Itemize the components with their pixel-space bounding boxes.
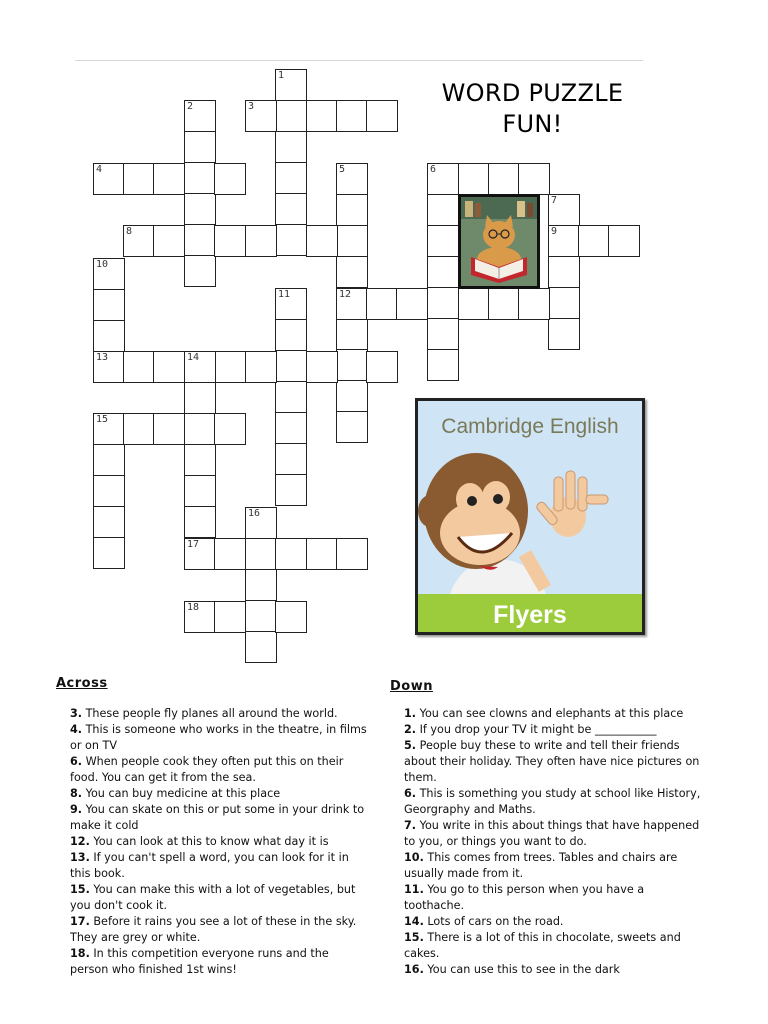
clue-text: You can look at this to know what day it is (89, 835, 329, 848)
title-line-1: WORD PUZZLE (441, 79, 624, 107)
grid-cell (275, 193, 307, 225)
clue-text: If you drop your TV it might be ___________ (416, 723, 657, 736)
flyers-level-text: Flyers (493, 601, 567, 629)
grid-cell (275, 601, 307, 633)
clue-number: 13. (70, 851, 90, 864)
down-clue (404, 738, 706, 786)
clue-number: 18 (187, 602, 200, 613)
grid-cell (245, 538, 277, 570)
clue-text: You can see clowns and elephants at this place (416, 707, 684, 720)
down-clue (404, 786, 706, 818)
clue-number: 7. (404, 819, 417, 832)
grid-cell (427, 318, 459, 350)
clue-text: You can make this with a lot of vegetables, but you don't cook it. (70, 883, 356, 912)
cambridge-flyers-logo (415, 398, 645, 635)
grid-cell (153, 163, 185, 195)
clue-number: 1 (278, 70, 285, 81)
puzzle-title (420, 78, 645, 140)
clue-text: People buy these to write and tell their friends about their holiday. They often have nice pictures on them. (404, 739, 700, 784)
clue-text: You can use this to see in the dark (423, 963, 620, 976)
clue-number: 6. (404, 787, 417, 800)
across-clue (70, 850, 370, 882)
grid-cell (275, 412, 307, 444)
clue-number: 1. (404, 707, 417, 720)
clue-number: 2. (404, 723, 417, 736)
down-clue (404, 930, 706, 962)
grid-cell-1 (275, 69, 307, 101)
clue-number: 10 (96, 259, 109, 270)
across-clue (70, 706, 370, 722)
grid-cell (275, 131, 307, 163)
across-clue (70, 786, 370, 802)
grid-cell (306, 538, 338, 570)
clue-text: When people cook they often put this on their food. You can get it from the sea. (70, 755, 344, 784)
clue-text: This comes from trees. Tables and chairs are usually made from it. (404, 851, 678, 880)
grid-cell (275, 381, 307, 413)
grid-cell-9 (548, 225, 580, 257)
clue-text: Before it rains you see a lot of these in the sky. They are grey or white. (70, 915, 357, 944)
grid-cell (245, 600, 277, 632)
grid-cell-15 (93, 413, 125, 445)
grid-cell (306, 351, 338, 383)
clue-number: 12. (70, 835, 90, 848)
grid-cell (275, 350, 307, 382)
grid-cell (275, 538, 307, 570)
grid-cell (93, 444, 125, 476)
across-clue (70, 802, 370, 834)
grid-cell (336, 256, 368, 288)
down-clue (404, 962, 706, 978)
grid-cell (548, 256, 580, 288)
grid-cell (184, 193, 216, 225)
grid-cell (366, 351, 398, 383)
clue-text: You go to this person when you have a toothache. (404, 883, 645, 912)
grid-cell (518, 163, 550, 195)
clue-number: 8 (126, 226, 133, 237)
grid-cell (123, 163, 155, 195)
clue-number: 3. (70, 707, 83, 720)
grid-cell (578, 225, 610, 257)
grid-cell (184, 444, 216, 476)
grid-cell (518, 288, 550, 320)
grid-cell (245, 225, 277, 257)
grid-cell (184, 382, 216, 414)
across-clue (70, 946, 370, 978)
grid-cell (184, 475, 216, 507)
clue-number: 11. (404, 883, 424, 896)
grid-cell (275, 224, 307, 256)
grid-cell (336, 100, 368, 132)
clue-number: 5. (404, 739, 417, 752)
grid-cell (336, 380, 368, 412)
clue-number: 13 (96, 352, 109, 363)
grid-cell (275, 162, 307, 194)
clue-number: 15 (96, 414, 109, 425)
clue-number: 6 (430, 164, 437, 175)
grid-cell-16 (245, 507, 277, 539)
grid-cell (214, 351, 246, 383)
grid-cell-3 (245, 100, 277, 132)
grid-cell (306, 225, 338, 257)
clue-number: 15. (404, 931, 424, 944)
down-clue (404, 706, 706, 722)
clue-number: 7 (551, 195, 558, 206)
clue-text: You can skate on this or put some in your drink to make it cold (70, 803, 365, 832)
clue-number: 17 (187, 539, 200, 550)
grid-cell-8 (123, 225, 155, 257)
clue-text: Lots of cars on the road. (423, 915, 564, 928)
clue-number: 16. (404, 963, 424, 976)
down-clue-list (404, 706, 706, 978)
grid-cell (184, 131, 216, 163)
clue-number: 8. (70, 787, 83, 800)
down-clue (404, 722, 706, 738)
grid-cell (427, 194, 459, 226)
clue-number: 14 (187, 352, 200, 363)
clue-text: These people fly planes all around the world. (82, 707, 338, 720)
across-clue (70, 834, 370, 850)
grid-cell (184, 255, 216, 287)
grid-cell (366, 100, 398, 132)
clue-number: 16 (248, 508, 261, 519)
clue-number: 4 (96, 164, 103, 175)
grid-cell (153, 413, 185, 445)
grid-cell-11 (275, 288, 307, 320)
grid-cell (93, 506, 125, 538)
grid-cell (488, 163, 520, 195)
grid-cell (336, 411, 368, 443)
grid-cell-17 (184, 538, 216, 570)
clue-number: 5 (339, 164, 346, 175)
grid-cell (427, 256, 459, 288)
grid-cell (214, 225, 246, 257)
down-clue (404, 850, 706, 882)
grid-cell-4 (93, 163, 125, 195)
grid-cell-14 (184, 351, 216, 383)
grid-cell (396, 288, 428, 320)
down-heading: Down (390, 679, 433, 694)
grid-cell (336, 318, 368, 350)
across-clue-list (70, 706, 370, 978)
down-clue (404, 914, 706, 930)
grid-cell (153, 351, 185, 383)
grid-cell (336, 225, 368, 257)
monkey-mascot-picture (418, 441, 642, 601)
grid-cell (427, 225, 459, 257)
down-clue (404, 818, 706, 850)
clue-text: This is someone who works in the theatre, in films or on TV (70, 723, 367, 752)
clue-number: 10. (404, 851, 424, 864)
clue-number: 12 (339, 289, 352, 300)
grid-cell (608, 225, 640, 257)
clue-number: 14. (404, 915, 424, 928)
across-clue (70, 754, 370, 786)
clue-number: 11 (278, 289, 291, 300)
grid-cell (548, 318, 580, 350)
grid-cell (336, 538, 368, 570)
grid-cell (214, 601, 246, 633)
grid-cell (214, 163, 246, 195)
clue-number: 3 (248, 101, 255, 112)
clue-number: 6. (70, 755, 83, 768)
grid-cell-18 (184, 601, 216, 633)
top-rule (75, 60, 643, 61)
grid-cell (214, 538, 246, 570)
title-line-2: FUN! (502, 110, 563, 138)
grid-cell (275, 474, 307, 506)
grid-cell (458, 288, 490, 320)
grid-cell (306, 100, 338, 132)
grid-cell (184, 162, 216, 194)
grid-cell (548, 287, 580, 319)
clue-text: There is a lot of this in chocolate, sweets and cakes. (404, 931, 681, 960)
across-clue (70, 722, 370, 754)
clue-text: If you can't spell a word, you can look for it in this book. (70, 851, 349, 880)
grid-cell (245, 631, 277, 663)
grid-cell (336, 194, 368, 226)
grid-cell (336, 349, 368, 381)
clue-text: You write in this about things that have happened to you, or things you want to do. (404, 819, 700, 848)
clue-number: 2 (187, 101, 194, 112)
grid-cell (458, 163, 490, 195)
cambridge-brand-text: Cambridge English (441, 415, 619, 438)
grid-cell (93, 475, 125, 507)
grid-cell (275, 319, 307, 351)
grid-cell-5 (336, 163, 368, 195)
grid-cell (184, 506, 216, 538)
grid-cell (123, 351, 155, 383)
grid-cell (427, 287, 459, 319)
grid-cell-7 (548, 194, 580, 226)
clue-number: 9. (70, 803, 83, 816)
across-clue (70, 914, 370, 946)
across-clue (70, 882, 370, 914)
clue-number: 9 (551, 226, 558, 237)
clue-text: You can buy medicine at this place (82, 787, 281, 800)
grid-cell (245, 569, 277, 601)
down-clue (404, 882, 706, 914)
grid-cell (427, 349, 459, 381)
grid-cell (184, 413, 216, 445)
across-heading: Across (56, 676, 108, 691)
clue-text: This is something you study at school like History, Georgraphy and Maths. (404, 787, 701, 816)
grid-cell (275, 100, 307, 132)
clue-number: 15. (70, 883, 90, 896)
grid-cell-6 (427, 163, 459, 195)
grid-cell-10 (93, 258, 125, 290)
clue-number: 17. (70, 915, 90, 928)
grid-cell (184, 224, 216, 256)
grid-cell (366, 288, 398, 320)
grid-cell (245, 351, 277, 383)
grid-cell (93, 320, 125, 352)
clue-number: 18. (70, 947, 90, 960)
grid-cell (93, 537, 125, 569)
clue-text: In this competition everyone runs and the person who finished 1st wins! (70, 947, 329, 976)
grid-cell-13 (93, 351, 125, 383)
grid-cell (275, 443, 307, 475)
cat-reading-picture (458, 194, 540, 289)
grid-cell (153, 225, 185, 257)
clue-number: 4. (70, 723, 83, 736)
grid-cell (214, 413, 246, 445)
grid-cell-12 (336, 288, 368, 320)
grid-cell-2 (184, 100, 216, 132)
grid-cell (93, 289, 125, 321)
grid-cell (123, 413, 155, 445)
grid-cell (488, 288, 520, 320)
